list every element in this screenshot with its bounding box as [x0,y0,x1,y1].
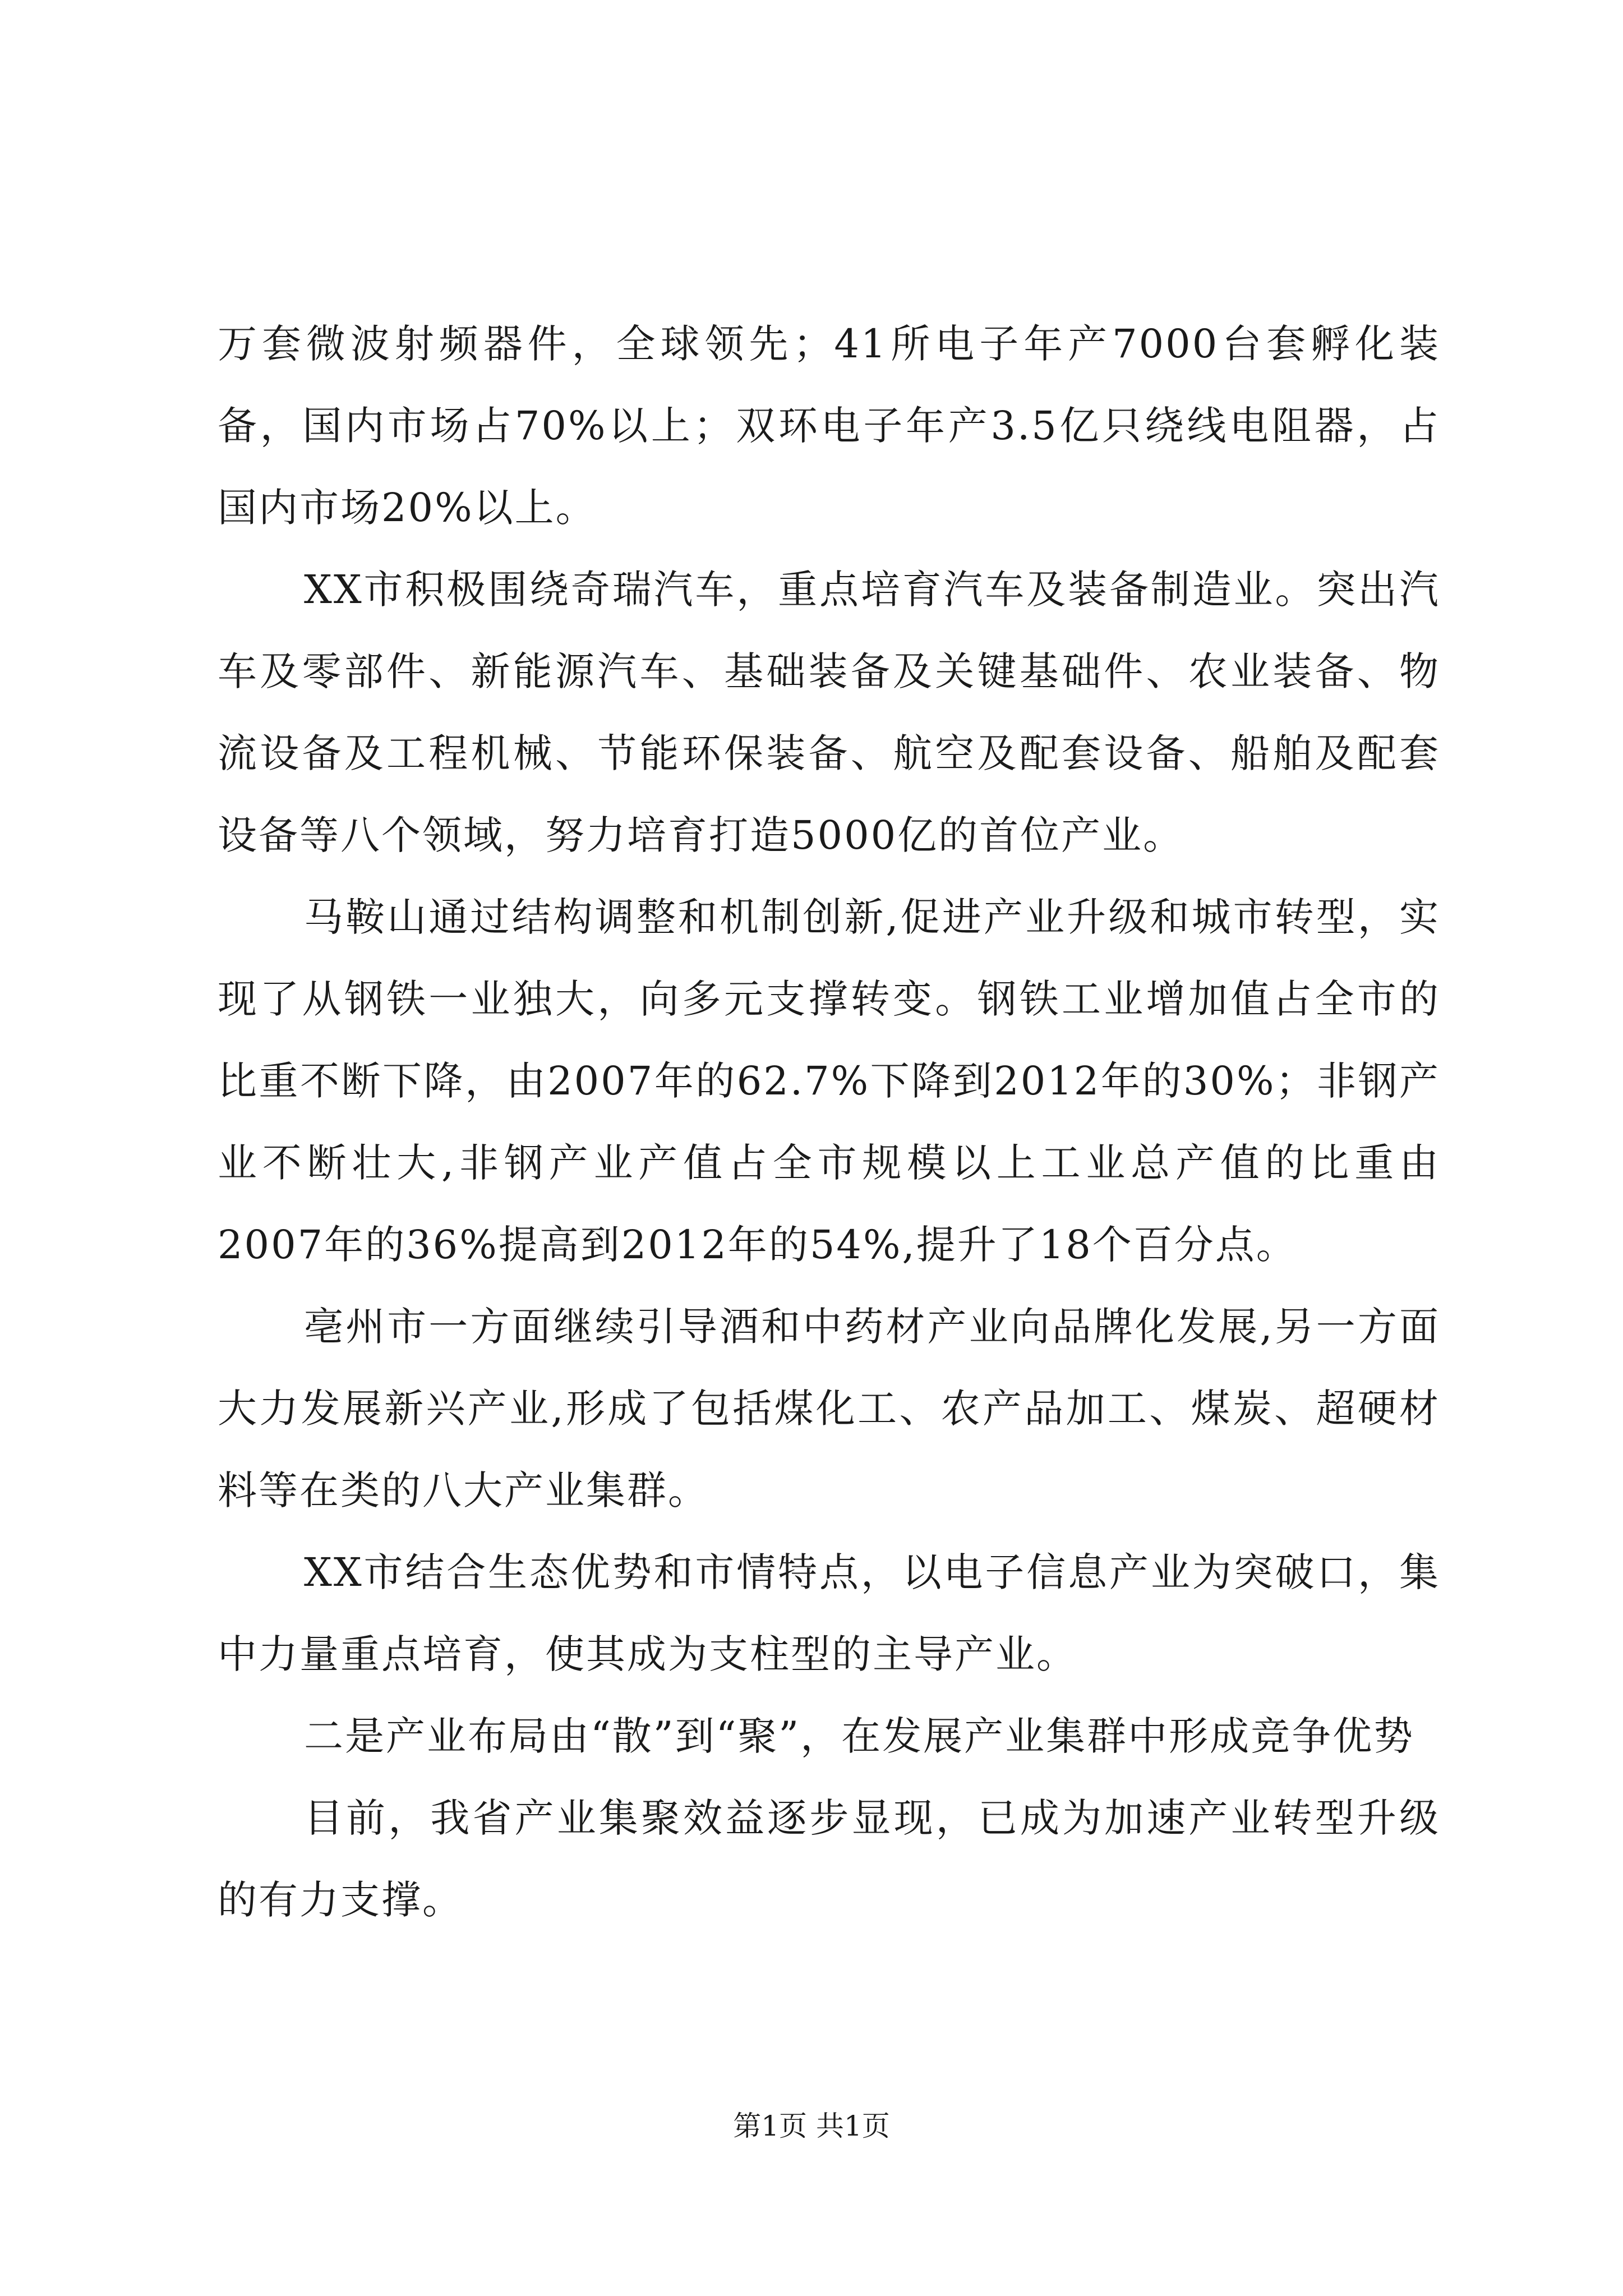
paragraph-6: 目前，我省产业集聚效益逐步显现，已成为加速产业转型升级的有力支撑。 [218,1795,1440,1923]
paragraph-3: 马鞍山通过结构调整和机制创新,促进产业升级和城市转型，实现了从钢铁一业独大，向多元支撑转变。钢铁工业增加值占全市的比重不断下降，由2007年的62.7%下降到2012年的30%；非钢产业不断壮大,非钢产业产值占全市规模以上工业总产值的比重由2007年的36%提高到2012年的54%,提升了18个百分点。 [218,894,1440,1268]
paragraph-5: XX市结合生态优势和市情特点，以电子信息产业为突破口，集中力量重点培育，使其成为支柱型的主导产业。 [218,1549,1440,1677]
document-body [218,303,1440,1941]
page-number-footer: 第1页 共1页 [733,2110,890,2142]
paragraph-2: XX市积极围绕奇瑞汽车，重点培育汽车及装备制造业。突出汽车及零部件、新能源汽车、基础装备及关键基础件、农业装备、物流设备及工程机械、节能环保装备、航空及配套设备、船舶及配套设备等八个领域，努力培育打造5000亿的首位产业。 [218,567,1440,858]
paragraph-1: 万套微波射频器件，全球领先；41所电子年产7000台套孵化装备，国内市场占70%以上；双环电子年产3.5亿只绕线电阻器，占国内市场20%以上。 [218,321,1440,531]
section-heading: 二是产业布局由“散”到“聚”，在发展产业集群中形成竞争优势 [304,1713,1415,1759]
paragraph-4: 亳州市一方面继续引导酒和中药材产业向品牌化发展,另一方面大力发展新兴产业,形成了包括煤化工、农产品加工、煤炭、超硬材料等在类的八大产业集群。 [218,1304,1440,1513]
